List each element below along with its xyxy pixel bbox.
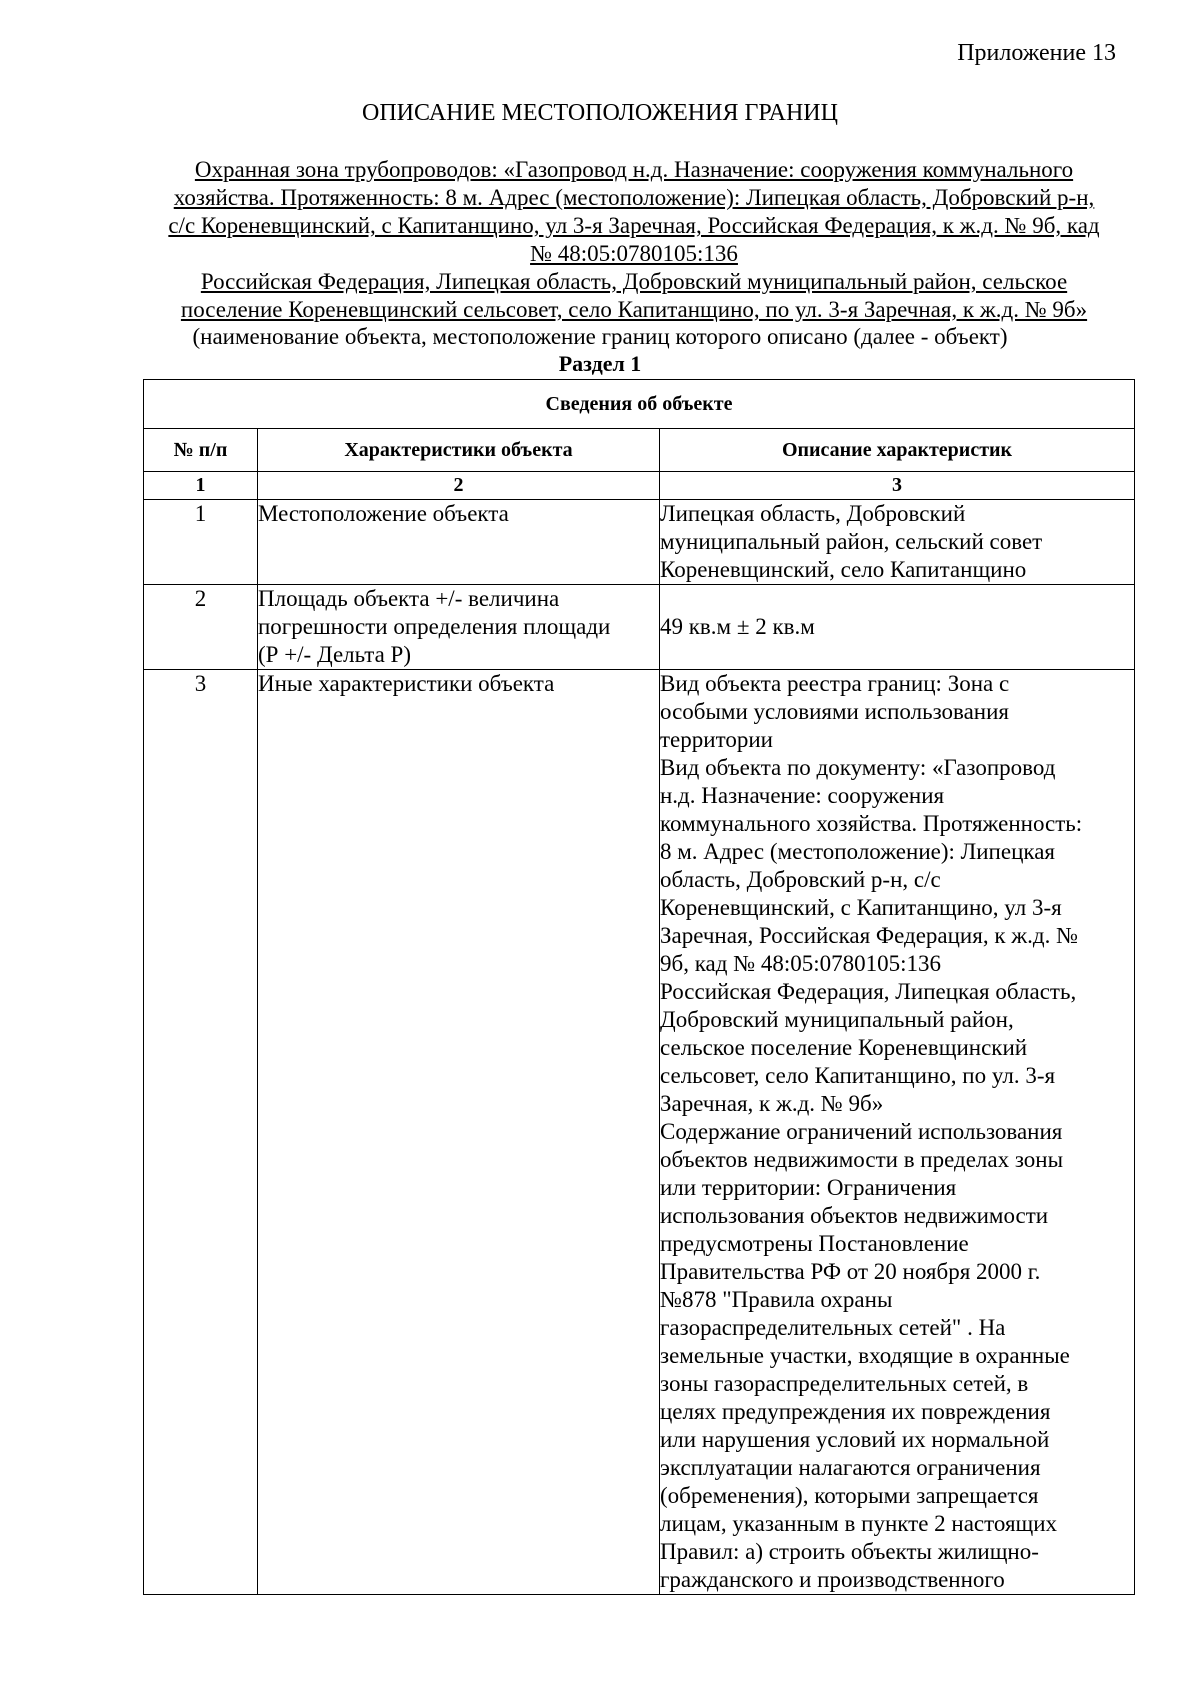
column-number: 1 [144,472,258,500]
text-line: н.д. Назначение: сооружения [660,783,945,808]
text-line: Местоположение объекта [258,501,509,526]
text-line: 9б, кад № 48:05:0780105:136 [660,951,942,976]
object-name-line: Охранная зона трубопроводов: «Газопровод н.д. Назначение: сооружения коммунального [194,157,1074,182]
text-line: целях предупреждения их повреждения [660,1399,1051,1424]
document-title: ОПИСАНИЕ МЕСТОПОЛОЖЕНИЯ ГРАНИЦ [362,100,838,126]
object-info-table [143,379,1135,1595]
text-line: земельные участки, входящие в охранные [660,1343,1070,1368]
text-line: погрешности определения площади [258,614,611,639]
text-line: газораспределительных сетей" . На [660,1315,1006,1340]
text-line: объектов недвижимости в пределах зоны [660,1147,1064,1172]
text-line: область, Добровский р-н, с/с [660,867,941,892]
column-number: 2 [258,472,660,500]
row-number: 1 [144,500,258,585]
column-header-characteristic: Характеристики объекта [258,429,660,472]
section-title: Раздел 1 [558,351,642,376]
text-line: Заречная, к ж.д. № 9б» [660,1091,884,1116]
column-header-description: Описание характеристик [660,429,1135,472]
text-line: Российская Федерация, Липецкая область, [660,979,1077,1004]
text-line: Площадь объекта +/- величина [258,586,560,611]
text-line: территории [660,727,773,752]
text-line: (обременения), которыми запрещается [660,1483,1039,1508]
text-line: сельское поселение Кореневщинский [660,1035,1028,1060]
text-line: Содержание ограничений использования [660,1119,1063,1144]
text-line: предусмотрены Постановление [660,1231,969,1256]
text-line: Вид объекта реестра границ: Зона с [660,671,1010,696]
text-line: сельсовет, село Капитанщино, по ул. 3-я [660,1063,1056,1088]
text-line: 8 м. Адрес (местоположение): Липецкая [660,839,1055,864]
text-line: Липецкая область, Добровский [660,501,966,526]
object-name-line: с/с Кореневщинский, с Капитанщино, ул 3-я Заречная, Российская Федерация, к ж.д. № 9б, кад [168,213,1100,238]
object-name-line: поселение Кореневщинский сельсовет, село Капитанщино, по ул. 3-я Заречная, к ж.д. № 9б» [180,297,1088,322]
text-line: коммунального хозяйства. Протяженность: [660,811,1083,836]
row-description [660,670,1135,1595]
table-caption: Сведения об объекте [144,380,1135,429]
object-name-line: Российская Федерация, Липецкая область, Добровский муниципальный район, сельское [200,269,1068,294]
text-line: эксплуатации налагаются ограничения [660,1455,1041,1480]
table-row [144,670,1135,1595]
text-line: №878 "Правила охраны [660,1287,893,1312]
text-line: Иные характеристики объекта [258,671,555,696]
text-line: Кореневщинский, село Капитанщино [660,557,1027,582]
object-name-line: хозяйства. Протяженность: 8 м. Адрес (местоположение): Липецкая область, Добровский р-н, [173,185,1095,210]
text-line: особыми условиями использования [660,699,1009,724]
text-line: лицам, указанным в пункте 2 настоящих [660,1511,1058,1536]
object-name-caption: (наименование объекта, местоположение границ которого описано (далее - объект) [192,324,1008,349]
text-line: Вид объекта по документу: «Газопровод [660,755,1056,780]
row-characteristic [258,500,660,585]
text-line: гражданского и производственного [660,1567,1005,1592]
text-line: зоны газораспределительных сетей, в [660,1371,1029,1396]
column-number: 3 [660,472,1135,500]
text-line: Правил: а) строить объекты жилищно- [660,1539,1039,1564]
row-description [660,500,1135,585]
text-line: или территории: Ограничения [660,1175,957,1200]
column-header-number: № п/п [144,429,258,472]
row-description [660,585,1135,670]
row-number: 3 [144,670,258,1595]
text-line: (Р +/- Дельта Р) [258,642,411,667]
row-characteristic [258,585,660,670]
row-number: 2 [144,585,258,670]
object-name [140,156,1128,324]
row-characteristic [258,670,660,1595]
text-line: или нарушения условий их нормальной [660,1427,1050,1452]
text-line: Кореневщинский, с Капитанщино, ул 3-я [660,895,1062,920]
text-line: использования объектов недвижимости [660,1203,1049,1228]
table-row [144,585,1135,670]
text-line: 49 кв.м ± 2 кв.м [660,614,815,639]
text-line: Правительства РФ от 20 ноября 2000 г. [660,1259,1041,1284]
text-line: Заречная, Российская Федерация, к ж.д. № [660,923,1079,948]
table-row [144,500,1135,585]
object-name-line: № 48:05:0780105:136 [530,241,738,266]
appendix-label: Приложение 13 [957,40,1116,66]
text-line: Добровский муниципальный район, [660,1007,1014,1032]
text-line: муниципальный район, сельский совет [660,529,1043,554]
